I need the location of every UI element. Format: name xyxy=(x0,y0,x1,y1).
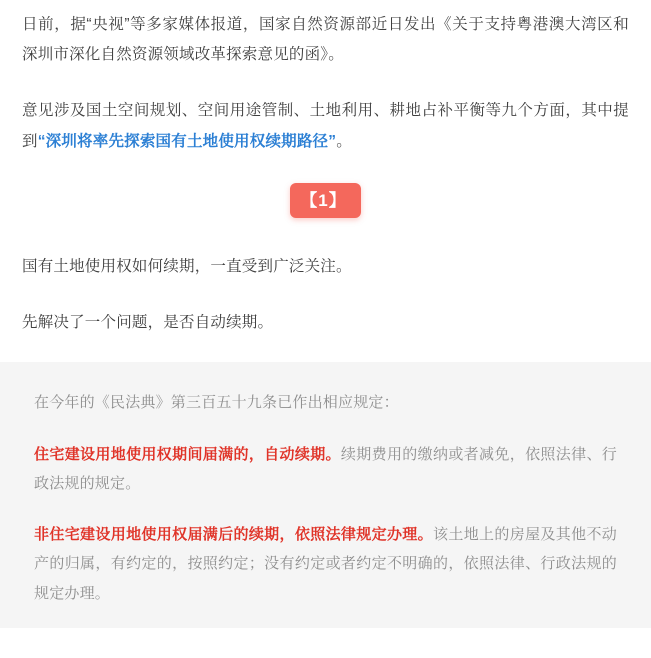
quote-item-2-bold: 非住宅建设用地使用权届满后的续期，依照法律规定办理。 xyxy=(34,526,433,544)
paragraph-2 xyxy=(22,96,629,156)
quote-item-1-rest: 续期费用的缴纳或者减免，依照法律、行政法规的规定。 xyxy=(34,445,617,492)
quote-block xyxy=(0,362,651,628)
quote-item-1 xyxy=(34,440,617,499)
paragraph-3: 国有土地使用权如何续期，一直受到广泛关注。 xyxy=(22,257,352,275)
paragraph-2-suffix: 。 xyxy=(336,132,352,150)
section-badge-wrap xyxy=(22,183,629,218)
quote-item-2-rest: 该土地上的房屋及其他不动产的归属，有约定的，按照约定；没有约定或者约定不明确的，依照法律、行政法规的规定办理。 xyxy=(34,526,618,602)
paragraph-1: 日前，据“央视”等多家媒体报道，国家自然资源部近日发出《关于支持粤港澳大湾区和深圳市深化自然资源领域改革探索意见的函》。 xyxy=(22,16,629,64)
section-badge: 【1】 xyxy=(290,183,360,218)
quote-intro: 在今年的《民法典》第三百五十九条已作出相应规定： xyxy=(34,394,399,412)
paragraph-4: 先解决了一个问题，是否自动续期。 xyxy=(22,314,274,332)
paragraph-2-prefix: 意见涉及国土空间规划、空间用途管制、土地利用、耕地占补平衡等九个方面，其中提到 xyxy=(22,102,629,150)
paragraph-2-highlight: “深圳将率先探索国有土地使用权续期路径” xyxy=(37,132,337,150)
quote-item-2 xyxy=(34,520,617,608)
quote-item-1-bold: 住宅建设用地使用权期间届满的，自动续期。 xyxy=(34,445,341,463)
